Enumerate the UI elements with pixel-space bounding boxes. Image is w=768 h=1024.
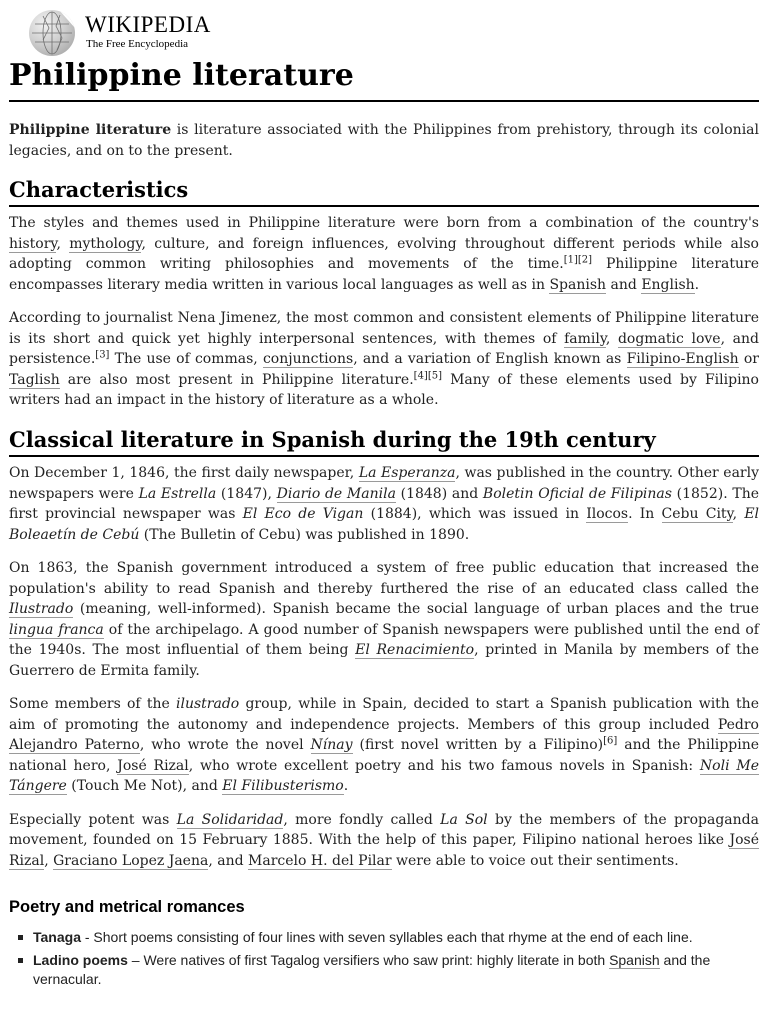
link-text: La Solidaridad [176, 811, 284, 828]
link-pedro-alejandro-paterno[interactable]: Pedro Alejandro Paterno [9, 716, 759, 753]
link-dogmatic-love[interactable]: dogmatic love [617, 330, 721, 347]
text: of the archipelago. A good number of Spanish newspapers were published until the end of the 1940s. The most influential of them being [9, 621, 759, 658]
text: . [694, 276, 700, 293]
text: , [56, 235, 70, 252]
article-body [9, 120, 759, 993]
link-text: Diario de Manila [276, 485, 396, 502]
text: (1852). The first provincial newspaper was [9, 485, 759, 522]
link-text: Nínay [310, 737, 353, 753]
text: or [738, 351, 759, 368]
text: and the vernacular. [33, 951, 711, 987]
text: and the Philippine national hero, [9, 737, 759, 774]
link-taglish[interactable]: Taglish [9, 371, 60, 388]
link-ilocos[interactable]: Ilocos [586, 506, 629, 522]
characteristics-paragraph-2 [9, 308, 759, 411]
text: (Touch Me Not), and [66, 778, 223, 794]
poetry-list [9, 928, 759, 989]
link-spanish-2[interactable]: Spanish [609, 951, 660, 968]
text: , and [208, 852, 249, 869]
text: group, while in Spain, decided to start a Spanish publication with the aim of promoting the autonomy and independence projects. Members of this group included [9, 696, 759, 733]
link-graciano-lopez-jaena[interactable]: Graciano Lopez Jaena [53, 852, 209, 869]
classical-paragraph-4 [9, 810, 759, 872]
classical-paragraph-1 [9, 463, 759, 545]
classical-paragraph-2 [9, 558, 759, 681]
wikipedia-wordmark: WIKIPEDIA [85, 12, 211, 37]
link-ninay[interactable] [311, 737, 353, 754]
link-text: El Filibusterismo [222, 778, 344, 794]
text: , [44, 852, 54, 869]
link-diario-de-manila[interactable] [277, 486, 396, 503]
heading-characteristics: Characteristics [9, 177, 759, 207]
link-family[interactable]: family [564, 330, 606, 347]
text: On December 1, 1846, the first daily newspaper, [9, 465, 359, 481]
text: (1848) and [395, 485, 483, 502]
list-item-tanaga [33, 928, 759, 947]
link-text: La Esperanza [358, 465, 456, 481]
link-spanish[interactable]: Spanish [549, 276, 607, 293]
italic-ilustrado: ilustrado [176, 696, 240, 712]
link-el-filibusterismo[interactable] [222, 778, 343, 795]
characteristics-paragraph-1 [9, 213, 759, 295]
wikipedia-tagline: The Free Encyclopedia [86, 38, 189, 50]
text: , more fondly called [283, 811, 441, 828]
text: , [605, 330, 618, 347]
link-conjunctions[interactable]: conjunctions [262, 351, 354, 368]
text: , and a variation of English known as [353, 351, 627, 368]
page-title: Philippine literature [9, 58, 759, 102]
text: The styles and themes used in Philippine literature were born from a combination of the country's [9, 215, 759, 232]
text: (1884), which was issued in [363, 506, 587, 522]
link-la-esperanza[interactable] [359, 465, 456, 482]
link-history[interactable]: history [9, 235, 57, 252]
link-mythology[interactable]: mythology [69, 235, 142, 252]
link-lingua-franca[interactable] [9, 622, 104, 639]
italic-el-boleaetin: El Boleaetín de Cebú [9, 506, 760, 543]
text: (first novel written by a Filipino) [352, 737, 604, 753]
link-jose-rizal[interactable]: José Rizal [117, 757, 189, 774]
wikipedia-globe-icon [29, 10, 75, 56]
text: Philippine literature encompasses literary media written in various local languages as well as in [9, 256, 759, 293]
intro-paragraph [9, 120, 759, 161]
heading-poetry-metrical-romances: Poetry and metrical romances [9, 898, 245, 916]
reference-1-2[interactable]: [1][2] [563, 254, 593, 266]
intro-text: is literature associated with the Philippines from prehistory, through its colonial legacies, and on to the present. [9, 122, 759, 159]
text: According to journalist Nena Jimenez, the most common and consistent elements of Philippine literature is its short and quick yet highly interpersonal sentences, with themes of [9, 310, 759, 347]
text: . In [628, 506, 662, 522]
classical-paragraph-3 [9, 694, 759, 797]
wikipedia-logo[interactable] [29, 10, 209, 60]
term-ladino-poems: Ladino poems [33, 951, 128, 968]
text: (meaning, well-informed). Spanish became the social language of urban places and the true [73, 601, 759, 617]
text: - Short poems consisting of four lines with seven syllables each that rhyme at the end of each line. [80, 928, 693, 945]
link-filipino-english[interactable]: Filipino-English [626, 351, 739, 368]
text: , and persistence. [9, 330, 759, 368]
link-text: El Renacimiento [355, 642, 475, 658]
text: On 1863, the Spanish government introduced a system of free public education that increased the population's ability to read Spanish and thereby furthered the rise of an educated class called the [9, 560, 759, 597]
text: Many of these elements used by Filipino writers had an impact in the history of literature as a whole. [9, 371, 759, 409]
text: are also most present in Philippine literature. [59, 371, 414, 388]
link-text: Ilustrado [9, 601, 74, 617]
italic-la-estrella: La Estrella [138, 485, 217, 502]
link-jose-rizal-2[interactable]: José Rizal [9, 832, 759, 869]
reference-3[interactable]: [3] [95, 349, 110, 361]
reference-6[interactable]: [6] [603, 735, 618, 747]
text: , who wrote the novel [139, 737, 311, 753]
text: (The Bulletin of Cebu) was published in 1890. [139, 526, 470, 543]
text: Especially potent was [9, 811, 177, 828]
reference-4-5[interactable]: [4][5] [413, 370, 443, 382]
text: by the members of the propaganda movement, founded on 15 February 1885. With the help of this paper, Filipino national heroes like [9, 811, 759, 848]
text: Some members of the [9, 696, 176, 712]
heading-classical-literature: Classical literature in Spanish during the 19th century [9, 427, 759, 457]
link-el-renacimiento[interactable] [355, 642, 474, 659]
text: , culture, and foreign influences, evolving throughout different periods while also adopting common writing philosophies and movements of the time. [9, 235, 759, 273]
intro-bold-term: Philippine literature [9, 122, 172, 138]
italic-boletin-oficial: Boletin Oficial de Filipinas [482, 485, 672, 502]
text: , printed in Manila by members of the Guerrero de Ermita family. [9, 642, 759, 679]
link-marcelo-del-pilar[interactable]: Marcelo H. del Pilar [248, 852, 392, 869]
text: . [343, 778, 349, 794]
text: were able to voice out their sentiments. [391, 852, 679, 869]
link-english[interactable]: English [641, 276, 695, 293]
text: (1847), [216, 485, 277, 502]
text: , who wrote excellent poetry and his two famous novels in Spanish: [188, 757, 700, 774]
text: – Were natives of first Tagalog versifiers who saw print: highly literate in both [127, 951, 610, 968]
link-la-solidaridad[interactable] [177, 812, 284, 829]
link-cebu-city[interactable]: Cebu City [661, 506, 733, 522]
text: The use of commas, [109, 351, 263, 368]
link-ilustrado[interactable] [9, 601, 73, 618]
text: , was published in the country. Other early newspapers were [9, 465, 760, 502]
link-text: Noli Me Tángere [9, 757, 759, 794]
italic-el-eco-de-vigan: El Eco de Vigan [242, 506, 364, 522]
italic-la-sol: La Sol [440, 811, 488, 828]
text: and [606, 276, 642, 293]
list-item-ladino-poems [33, 951, 759, 989]
term-tanaga: Tanaga [33, 928, 81, 945]
text: , [732, 506, 745, 522]
link-text: lingua franca [9, 621, 104, 638]
